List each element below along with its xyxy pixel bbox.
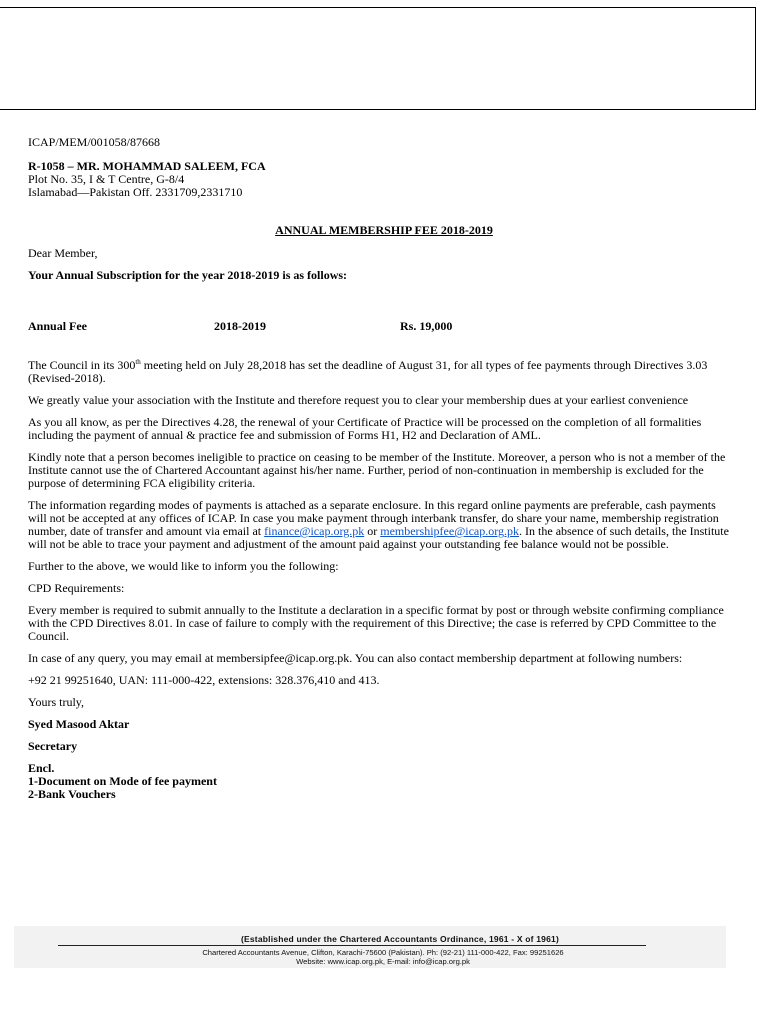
contact-phones: +92 21 99251640, UAN: 111-000-422, extensions: 328.376,410 and 413. xyxy=(28,673,380,687)
footer-web: Website: www.icap.org.pk, E-mail: info@icap.org.pk xyxy=(296,957,470,966)
closing: Yours truly, xyxy=(28,695,85,709)
paragraph-query: In case of any query, you may email at membersipfee@icap.org.pk. You can also contact membership department at following numbers: xyxy=(28,651,683,665)
enclosure-item: 2-Bank Vouchers xyxy=(28,787,116,801)
fee-period: 2018-2019 xyxy=(214,319,266,333)
fee-row xyxy=(28,320,736,333)
paragraph-council: The Council in its 300th meeting held on July 28,2018 has set the deadline of August 31, for all types of fee payments through Directives 3.03 (Revised-2018). xyxy=(28,358,708,385)
reference-number: ICAP/MEM/001058/87668 xyxy=(28,135,161,149)
recipient-name: R-1058 – MR. MOHAMMAD SALEEM, FCA xyxy=(28,159,266,173)
recipient-address-line2: Islamabad—Pakistan Off. 2331709,2331710 xyxy=(28,185,243,199)
letter-subject: ANNUAL MEMBERSHIP FEE 2018-2019 xyxy=(275,223,493,237)
letter-body xyxy=(28,136,736,801)
signatory-name: Syed Masood Aktar xyxy=(28,717,130,731)
intro-text: Your Annual Subscription for the year 2018-2019 is as follows: xyxy=(28,268,348,282)
paragraph-directives: As you all know, as per the Directives 4.28, the renewal of your Certificate of Practice will be processed on the completion of all formalities including the payment of annual & practice fee and submission of Forms H1, H2 and Declaration of AML. xyxy=(28,415,702,442)
letterhead-footer xyxy=(14,926,726,968)
enclosures-heading: Encl. xyxy=(28,761,55,775)
paragraph-cpd: Every member is required to submit annually to the Institute a declaration in a specific format by post or through website confirming compliance with the CPD Directives 8.01. In case of failure to comply with the requirement of this Directive; the case is referred by CPD Committee to the Council. xyxy=(28,603,724,643)
finance-email-link[interactable]: finance@icap.org.pk xyxy=(264,524,365,538)
paragraph-further: Further to the above, we would like to inform you the following: xyxy=(28,559,339,573)
footer-established: (Established under the Chartered Accountants Ordinance, 1961 - X of 1961) xyxy=(240,934,559,944)
signatory-title: Secretary xyxy=(28,739,78,753)
salutation: Dear Member, xyxy=(28,246,98,260)
fee-amount: Rs. 19,000 xyxy=(400,319,453,333)
fee-label: Annual Fee xyxy=(28,319,88,333)
enclosure-item: 1-Document on Mode of fee payment xyxy=(28,774,217,788)
recipient-address-line1: Plot No. 35, I & T Centre, G-8/4 xyxy=(28,172,185,186)
footer-divider xyxy=(58,945,646,946)
footer-address: Chartered Accountants Avenue, Clifton, Karachi-75600 (Pakistan). Ph: (92-21) 111-000-422, Fax: 99251626 xyxy=(202,948,564,957)
cpd-heading: CPD Requirements: xyxy=(28,581,125,595)
letterhead-box xyxy=(0,7,756,110)
membershipfee-email-link[interactable]: membershipfee@icap.org.pk xyxy=(380,524,520,538)
paragraph-payment: The information regarding modes of payments is attached as a separate enclosure. In this regard online payments are preferable, cash payments will not be accepted at any offices of ICAP. In case you make payment through interbank transfer, do share your name, membership registration number, date of transfer and amount via email at finance@icap.org.pk or membershipfee@icap.org.pk. In the absence of such details, the Institute will not be able to trace your payment and adjustment of the amount paid against your outstanding fee balance would not be possible. xyxy=(28,498,729,551)
paragraph-value: We greatly value your association with the Institute and therefore request you to clear your membership dues at your earliest convenience xyxy=(28,393,689,407)
paragraph-ineligible: Kindly note that a person becomes ineligible to practice on ceasing to be member of the Institute. Moreover, a person who is not a member of the Institute cannot use the of Chartered Accountant against his/her name. Further, period of non-continuation in membership is excluded for the purpose of determining FCA eligibility criteria. xyxy=(28,450,726,490)
